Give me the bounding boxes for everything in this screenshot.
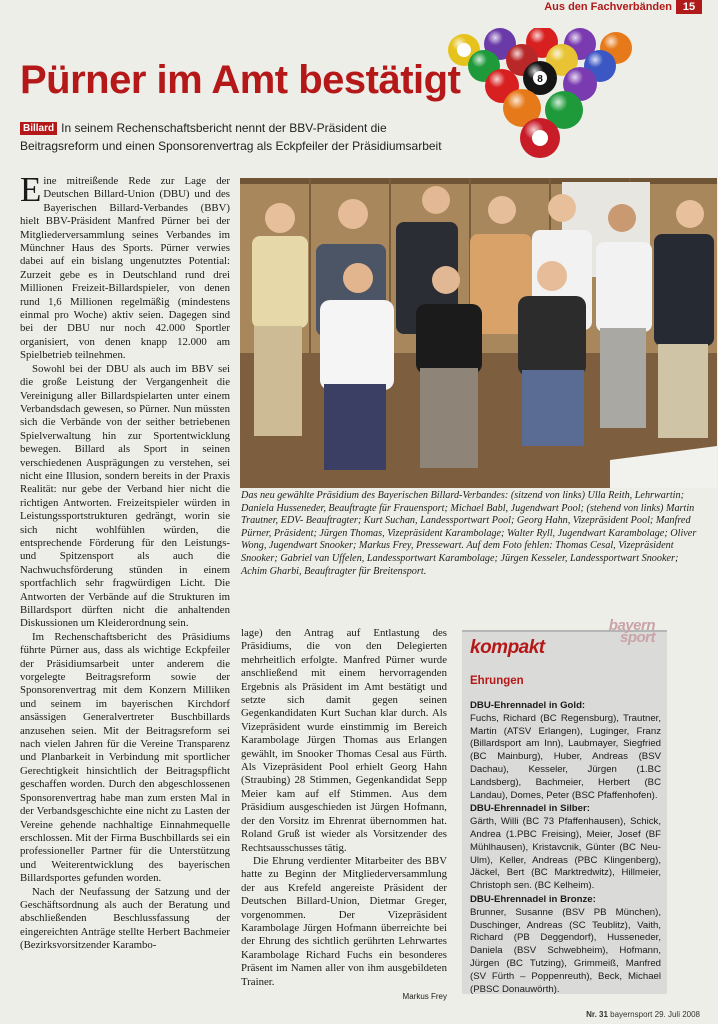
page-footer (586, 1010, 700, 1019)
article-column-2 (241, 627, 447, 1003)
bayernsport-brand: bayern sport (608, 617, 655, 646)
paragraph: Die Ehrung verdienter Mitarbeiter des BBV hatte zu Beginn der Mitgliederversammlung der aus Krefeld angereiste Präsident der Deutschen Billard-Union, Dietmar Greger, vorgenommen. Der Vizepräsident Karambolage Jürgen Hofmann überreichte bei der Ehrung des sichtlich gerührten Lehrwartes Karambolage Richard Fuchs ein besonderes Präsent im Namen aller von ihm ausgebildeten Trainer. (241, 854, 447, 988)
group-photo (240, 178, 717, 488)
article-lead (20, 119, 450, 155)
article-headline: Pürner im Amt bestätigt (20, 58, 461, 102)
kompakt-box (462, 617, 667, 995)
lead-text: In seinem Rechenschaftsbericht nennt der BBV-Präsident die Beitragsreform und einen Sponsorenvertrag als Eckpfeiler der Präsidiumsarbeit (20, 121, 442, 153)
gold-heading: DBU-Ehrennadel in Gold: (470, 700, 586, 711)
paragraph: Nach der Neufassung der Satzung und der Geschäftsordnung als auch der Beratung und abschließenden Beschlussfassung der eingereichten Anträge stellte Herbert Bachmeier (Bezirksvorsitzender Karambo- (20, 885, 230, 952)
honors-list (470, 699, 661, 996)
section-heading-ehrungen: Ehrungen (470, 675, 524, 687)
paragraph: Sowohl bei der DBU als auch im BBV sei die große Leistung der Vergangenheit die Vereinigung aller Billardspielarten unter einem Verbandsdach gewesen, so Pürner. Nun müssten sich die Verbände von der seither betriebenen Spielverwaltung hin zur Sportentwicklung bewegen. Billard als Sport in seinen verschiedenen Ausprägungen zu verstehen, sei nicht eine Illusion, sondern bereits in der Praxis Realität: nur gebe der Verband hier nicht die richtigen Antworten. Freizeitspieler würden in Leistungssportstrukturen gedrängt, worin sie sich nicht wohlfühlen würden, die entsprechende Förderung für den Leistungs- und Spitzensport als auch die Nachwuchsförderung stünden in einem sportfachlich sehr fragwürdigen Licht. Die Antworten der Verbände auf die Strukturen im Billardsport dürften nicht die anhaltenden Diskussionen um Kleiderordnung sein. (20, 362, 230, 630)
publication-date: bayernsport 29. Juli 2008 (610, 1010, 700, 1019)
gold-recipients: Fuchs, Richard (BC Regensburg), Trautner, Martin (ATSV Erlangen), Luginger, Franz (Billardsport am Inn), Laubmayer, Siegfried (BC Mainburg), Huber, Andreas (BSV Dachau), Kesseler, Jürgen (1.BC Landsberg), Bachmeier, Herbert (BC Landau), Domes, Peter (BSC Pfaffenhofen). (470, 712, 661, 801)
billiard-balls-image (440, 28, 640, 158)
section-rubric: Aus den Fachverbänden (544, 1, 672, 13)
issue-number: Nr. 31 (586, 1010, 608, 1019)
top-bar (0, 0, 718, 14)
page-number: 15 (676, 0, 702, 14)
kompakt-title: kompakt (470, 637, 545, 658)
paragraph: Im Rechenschaftsbericht des Präsidiums führte Pürner aus, dass als wichtige Eckpfeiler der Präsidiumsarbeit unter anderem die vorgelegte Beitragsreform sowie der Sponsorenvertrag mit dem Konzern Milliken und seinem im bayerischen Kirchdorf ansässigen Generalvertreter Buschbillards anzusehen seien. Mit der Beitragsreform sei nach vielen Jahren für die Vereine Transparenz und Planbarkeit in Verbindung mit sportlicher Gerechtigkeit hinsichtlich der Beitragspflicht geschaffen worden. Durch den abgeschlossenen Sponsorenvertrag habe man zum ersten Mal in der Verbandsgeschichte eine nicht zu Lasten der Vereine gehende nachhaltige Einnahmequelle erschlossen. Mit der Firma Buschbillards sei ein professioneller Partner für die Unterstützung und Weiterentwicklung des bayerischen Billardsportes gefunden worden. (20, 630, 230, 885)
bronze-heading: DBU-Ehrennadel in Bronze: (470, 893, 596, 905)
photo-caption: Das neu gewählte Präsidium des Bayerischen Billard-Verbandes: (sitzend von links) Ulla Reith, Lehrwartin; Daniela Husseneder, Beauftragte für Frauensport; Michael Babl, Jugendwart Pool; (stehend von links) Martin Trautner, EDV- Beauftragter; Kurt Suchan, Landessportwart Pool; Georg Hahn, Vizepräsident Pool; Manfred Pürner, Präsident; Jürgen Thomas, Vizepräsident Karambolage; Walter Ryll, Jugendwart Karambolage; Oliver Wong, Jugendwart Snooker; Markus Frey, Pressewart. Auf dem Foto fehlen: Thomas Cesal, Vizepräsident Snooker; Gabriel van Uffelen, Landessportwart Karambolage; Jürgen Kesseler, Landessportwart Snooker; Achim Gharbi, Beauftragter für Breitensport. (241, 490, 697, 577)
article-column-1 (20, 170, 230, 953)
paragraph: Eine mitreißende Rede zur Lage der Deutschen Billard-Union (DBU) und des Bayerischen Billard-Verbandes (BBV) hielt BBV-Präsident Manfred Pürner bei der Mitgliederversammlung seines Verbandes im Münchner Haus des Sports. Pürner verwies dabei auf ein bislang ungenutztes Potential: Zurzeit gebe es in Deutschland rund drei Millionen Freizeit-Billardspieler, von denen rund 1,6 Millionen regelmäßig (mindestens einmal pro Woche) aktiv seien. Dagegen sind bei der DBU nur noch 42.000 Sportler organisiert, von denen knapp 12.000 am Spielbetrieb teilnehmen. (20, 170, 230, 362)
paragraph: lage) den Antrag auf Entlastung des Präsidiums, die von den Delegierten mehrheitlich erfolgte. Manfred Pürner wurde anschließend mit einem hervorragenden Ergebnis als Präsident im Amt bestätigt und setzte sich damit gegen seinen Gegenkandidaten Kurt Suchan klar durch. Als Vizepräsident wurde einstimmig im Bereich Karambolage Jürgen Thomas aus Erlangen gewählt, im Snooker Thomas Cesal aus Fürth. Als Vizepräsident Pool erhielt Georg Hahn (Straubing) 28 Stimmen, Gegenkandidat Sepp Meier kam auf elf Stimmen. Aus dem Präsidium ausgeschieden ist Jürgen Hofmann, der den Vorsitz im Ehrenrat übernommen hat. Roland Gruß ist wieder als Vorsitzender des Rechtsausschusses tätig. (241, 627, 447, 854)
bronze-recipients: Brunner, Susanne (BSV PB München), Duschinger, Andreas (SC Teublitz), Vaith, Richard (PB Deggendorf), Husseneder, Daniela (BSV Schwebheim), Hofmann, Jürgen (BC Tutzing), Grimmeiß, Manfred (SV Fürth – Poppenreuth), Beck, Michael (PBSC Donauwörth). (470, 906, 661, 995)
author-credit: Markus Frey (402, 991, 447, 1001)
drop-cap: E (20, 170, 42, 209)
silver-recipients: Gärth, Willi (BC 73 Pfaffenhausen), Schick, Andrea (1.PBC Freising), Meier, Josef (BF Mühlhausen), Kristavcnik, Günter (BC Neu-Ulm), Keller, Andreas (PBC Klingenberg), Jäckel, Bert (BC Marktredwitz), Hillmeier, Christoph sen. (BC Kelheim). (470, 816, 661, 892)
silver-heading: DBU-Ehrennadel in Silber: (470, 803, 590, 815)
category-tag: Billard (20, 122, 57, 135)
